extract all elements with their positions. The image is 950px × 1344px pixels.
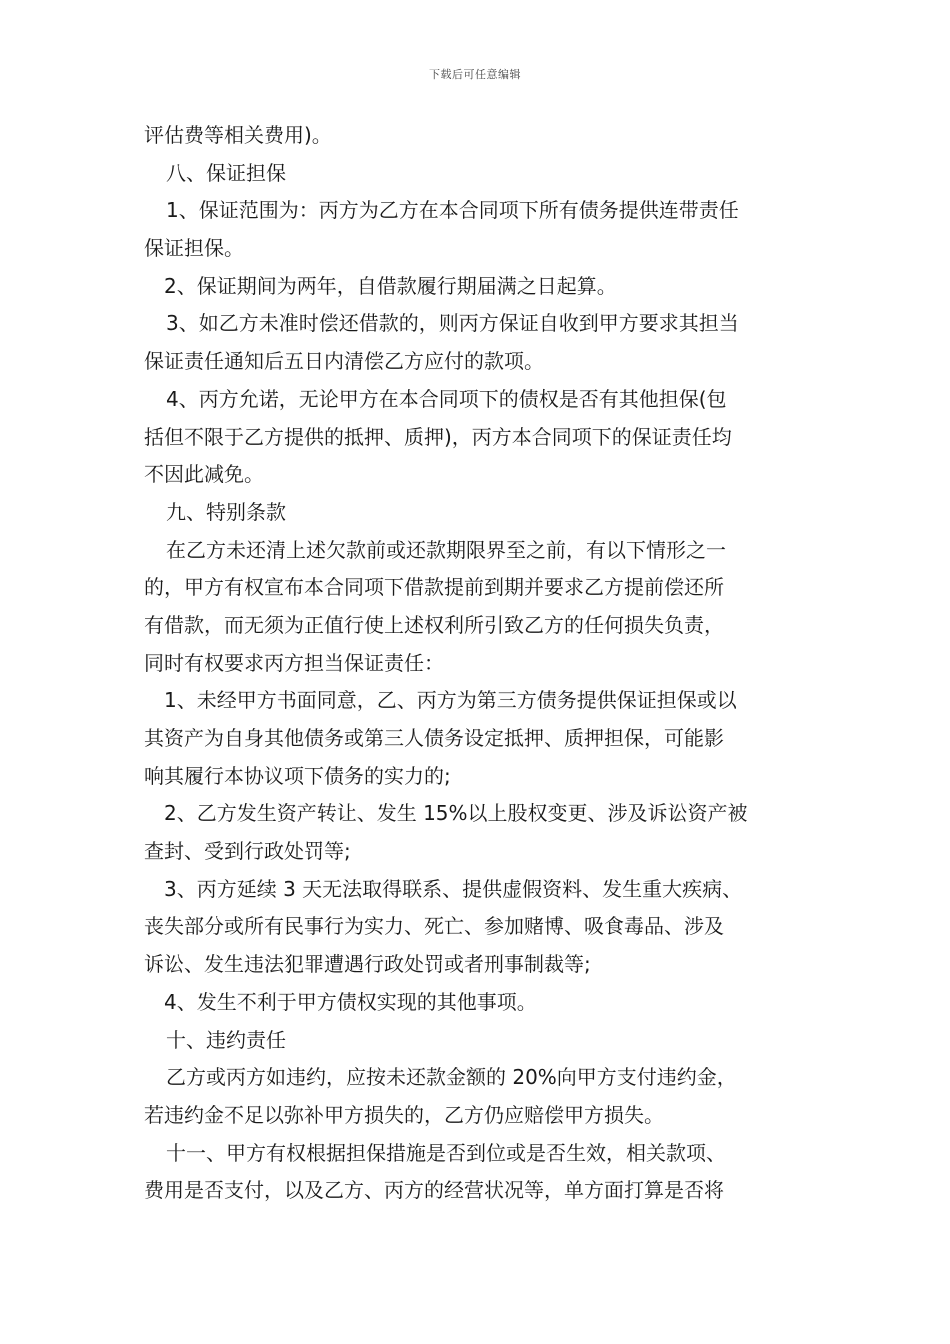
- text-line: 十一、甲方有权根据担保措施是否到位或是否生效，相关款项、: [166, 1140, 726, 1165]
- text-line: 4、发生不利于甲方债权实现的其他事项。: [164, 989, 537, 1014]
- text-line: 3、如乙方未准时偿还借款的，则丙方保证自收到甲方要求其担当: [166, 311, 739, 336]
- text-line: 其资产为自身其他债务或第三人债务设定抵押、质押担保，可能影: [144, 726, 724, 750]
- text-line: 的，甲方有权宣布本合同项下借款提前到期并要求乙方提前偿还所: [144, 575, 724, 600]
- text-line: 3、丙方延续 3 天无法取得联系、提供虚假资料、发生重大疾病、: [164, 876, 743, 901]
- text-line: 1、保证范围为：丙方为乙方在本合同项下所有债务提供连带责任: [166, 198, 739, 223]
- text-line: 同时有权要求丙方担当保证责任：: [144, 650, 444, 675]
- text-line: 十、违约责任: [166, 1027, 286, 1052]
- text-line: 在乙方未还清上述欠款前或还款期限界至之前，有以下情形之一: [166, 537, 726, 562]
- text-line: 保证担保。: [144, 236, 244, 261]
- document-body: [144, 117, 810, 1210]
- text-line: 括但不限于乙方提供的抵押、质押)，丙方本合同项下的保证责任均: [144, 424, 732, 449]
- text-line: 保证责任通知后五日内清偿乙方应付的款项。: [144, 349, 544, 374]
- text-line: 2、保证期间为两年，自借款履行期届满之日起算。: [164, 273, 617, 298]
- text-line: 费用是否支付，以及乙方、丙方的经营状况等，单方面打算是否将: [144, 1178, 724, 1203]
- text-line: 2、乙方发生资产转让、发生 15%以上股权变更、涉及诉讼资产被: [164, 801, 748, 826]
- text-line: 诉讼、发生违法犯罪遭遇行政处罚或者刑事制裁等;: [144, 952, 591, 977]
- text-line: 4、丙方允诺，无论甲方在本合同项下的债权是否有其他担保(包: [166, 386, 727, 411]
- text-line: 查封、受到行政处罚等;: [144, 839, 351, 864]
- text-line: 九、特别条款: [166, 499, 286, 524]
- page-header: 下载后可任意编辑: [429, 68, 521, 81]
- text-line: 八、保证担保: [166, 160, 286, 185]
- text-line: 评估费等相关费用)。: [144, 123, 332, 147]
- text-line: 1、未经甲方书面同意，乙、丙方为第三方债务提供保证担保或以: [164, 688, 737, 713]
- text-line: 乙方或丙方如违约，应按未还款金额的 20%向甲方支付违约金，: [166, 1065, 737, 1090]
- text-line: 丧失部分或所有民事行为实力、死亡、参加赌博、吸食毒品、涉及: [144, 914, 724, 939]
- text-line: 有借款，而无须为正值行使上述权利所引致乙方的任何损失负责，: [144, 612, 724, 637]
- text-line: 若违约金不足以弥补甲方损失的，乙方仍应赔偿甲方损失。: [144, 1102, 664, 1127]
- text-line: 不因此减免。: [144, 462, 264, 487]
- text-line: 响其履行本协议项下债务的实力的;: [144, 763, 451, 788]
